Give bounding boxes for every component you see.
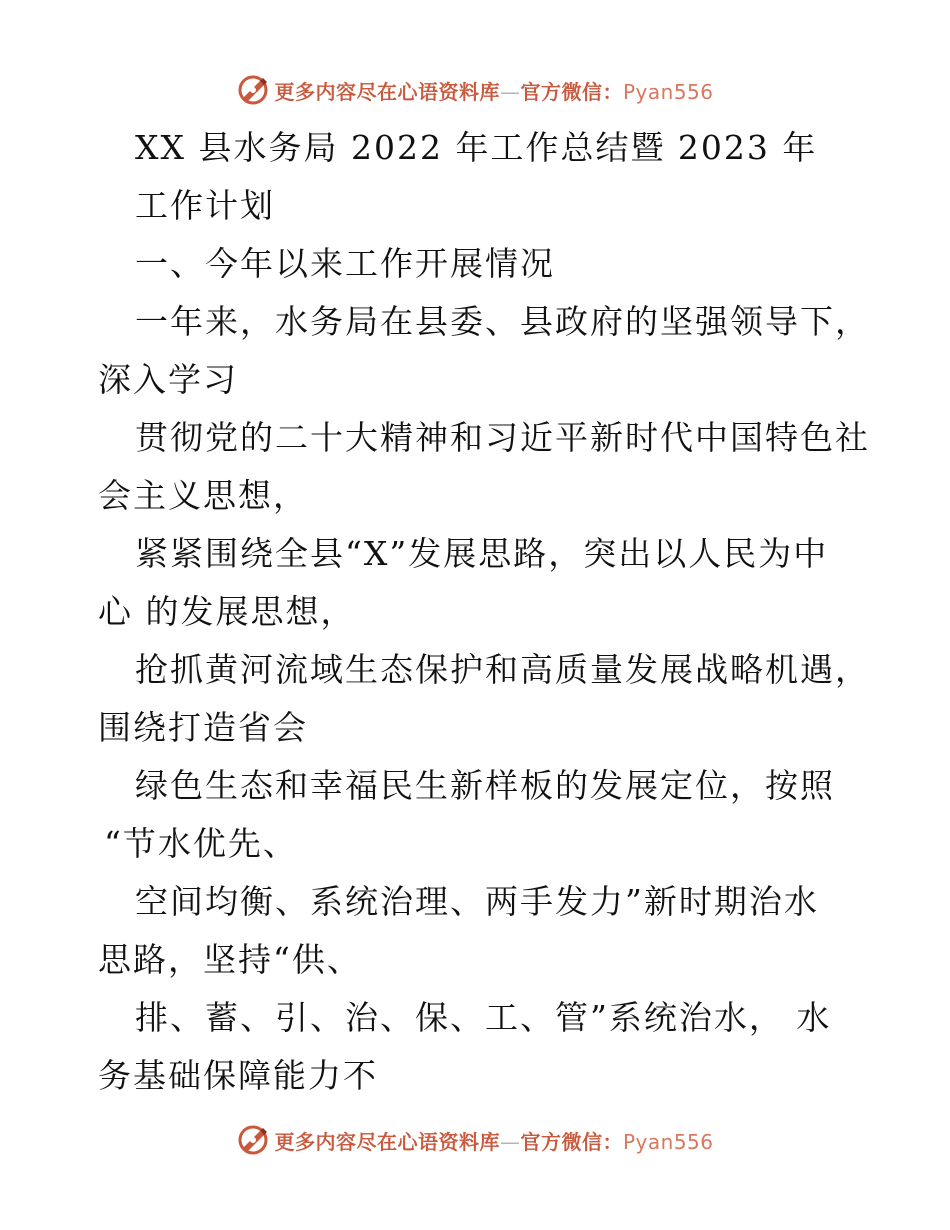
watermark-label: 官方微信：: [520, 79, 623, 104]
paragraph-line: 绿色生态和幸福民生新样板的发展定位，按照: [135, 766, 835, 805]
watermark-id: Pyan556: [622, 79, 714, 104]
paragraph-line: 务基础保障能力不: [98, 1056, 378, 1095]
watermark-brand: 更多内容尽在心语资料库: [274, 79, 500, 104]
paragraph-line: 心 的发展思想，: [98, 592, 356, 631]
header-watermark: [0, 70, 950, 110]
watermark-dash: —: [499, 1129, 521, 1154]
watermark-brand: 更多内容尽在心语资料库: [274, 1129, 500, 1154]
doc-title-line-1: XX 县水务局 2022 年工作总结暨 2023 年: [135, 128, 818, 167]
paragraph-line: 紧紧围绕全县“X”发展思路，突出以人民为中: [135, 534, 829, 573]
watermark-text: [274, 76, 713, 105]
paragraph-line: 会主义思想，: [98, 476, 308, 515]
paragraph-line: 思路，坚持“供、: [98, 940, 362, 979]
paragraph-line: “节水优先、: [104, 824, 298, 863]
paragraph-line: 深入学习: [98, 360, 238, 399]
paragraph-line: 排、蓄、引、治、保、工、管”系统治水， 水: [135, 998, 832, 1037]
paragraph-line: 抢抓黄河流域生态保护和高质量发展战略机遇，: [135, 650, 870, 689]
watermark-dash: —: [499, 79, 521, 104]
section-heading: 一、今年以来工作开展情况: [135, 244, 555, 283]
pen-logo-icon: [236, 1123, 270, 1157]
paragraph-line: 一年来，水务局在县委、县政府的坚强领导下，: [135, 302, 870, 341]
watermark-text: [274, 1126, 713, 1155]
watermark-id: Pyan556: [622, 1129, 714, 1154]
pen-logo-icon: [236, 73, 270, 107]
paragraph-line: 围绕打造省会: [98, 708, 308, 747]
doc-title-line-2: 工作计划: [135, 186, 275, 225]
watermark-label: 官方微信：: [520, 1129, 623, 1154]
paragraph-line: 贯彻党的二十大精神和习近平新时代中国特色社: [135, 418, 870, 457]
footer-watermark: [0, 1120, 950, 1160]
paragraph-line: 空间均衡、系统治理、两手发力”新时期治水: [135, 882, 819, 921]
